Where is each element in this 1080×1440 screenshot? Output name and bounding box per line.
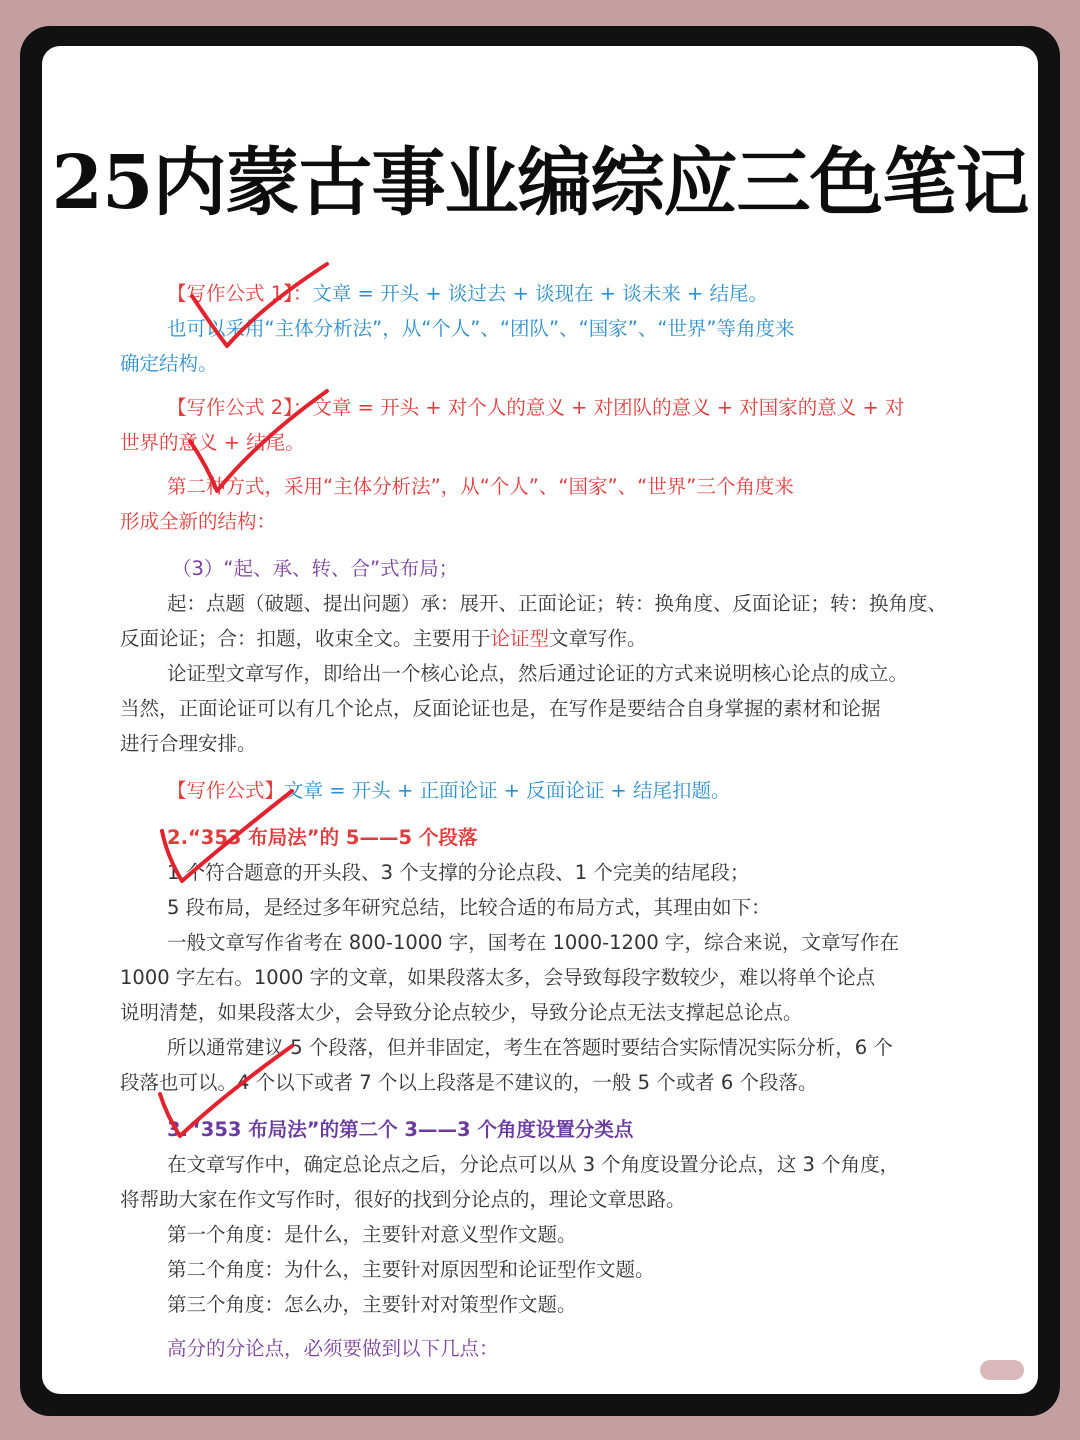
- line-text: 确定结构。: [120, 352, 218, 375]
- formula-label: 【写作公式 1】：: [167, 282, 313, 305]
- line-text: 也可以采用“主体分析法”，从“个人”、“团队”、“国家”、“世界”等角度来: [167, 317, 795, 340]
- text-line: [120, 960, 970, 995]
- note-body: [120, 276, 970, 1366]
- text-line: [120, 469, 970, 504]
- formula-text: 文章 = 开头 + 谈过去 + 谈现在 + 谈未来 + 结尾。: [312, 282, 769, 305]
- line-text: 世界的意义 + 结尾。: [120, 431, 305, 454]
- text-line: [120, 995, 970, 1030]
- text-line: [120, 890, 970, 925]
- section-heading-5-paragraphs: [120, 820, 970, 855]
- line-text: 1000 字左右。1000 字的文章，如果段落太多，会导致每段字数较少，难以将单个论点: [120, 966, 876, 989]
- highlight-text: 论证型: [490, 627, 550, 650]
- text-line: [120, 1331, 970, 1366]
- watermark-badge: [980, 1360, 1024, 1380]
- text-line: [120, 621, 970, 656]
- text-line: [120, 311, 970, 346]
- text-line: [120, 925, 970, 960]
- text-line: [120, 504, 970, 539]
- line-text: 1 个符合题意的开头段、3 个支撑的分论点段、1 个完美的结尾段；: [167, 861, 750, 884]
- formula-1-line: [120, 276, 970, 311]
- text-line: [120, 656, 970, 691]
- line-text: 第三个角度：怎么办，主要针对对策型作文题。: [167, 1293, 577, 1316]
- line-text: 3.“353 布局法”的第二个 3——3 个角度设置分类点: [167, 1118, 634, 1141]
- line-text: 第一个角度：是什么，主要针对意义型作文题。: [167, 1223, 577, 1246]
- line-text: 一般文章写作省考在 800-1000 字，国考在 1000-1200 字，综合来说，文章写作在: [167, 931, 899, 954]
- line-text: 形成全新的结构：: [120, 510, 277, 533]
- formula-2-line: [120, 390, 970, 425]
- text-line: [120, 346, 970, 381]
- line-text: 高分的分论点，必须要做到以下几点：: [167, 1337, 499, 1360]
- line-text: 所以通常建议 5 个段落，但并非固定，考生在答题时要结合实际情况实际分析，6 个: [167, 1036, 893, 1059]
- text-line: [120, 586, 970, 621]
- formula-text: 文章 = 开头 + 正面论证 + 反面论证 + 结尾扣题。: [284, 779, 731, 802]
- line-text: 第二个角度：为什么，主要针对原因型和论证型作文题。: [167, 1258, 655, 1281]
- text-line: [120, 1030, 970, 1065]
- line-text: 反面论证；合：扣题，收束全文。主要用于: [120, 627, 491, 650]
- formula-3-line: [120, 773, 970, 808]
- formula-label: 【写作公式 2】：: [167, 396, 313, 419]
- formula-label: 【写作公式】: [167, 779, 285, 802]
- line-text: （3）“起、承、转、合”式布局；: [172, 557, 459, 580]
- text-line: [120, 691, 970, 726]
- line-text: 5 段布局，是经过多年研究总结，比较合适的布局方式，其理由如下：: [167, 896, 771, 919]
- text-line: [120, 1217, 970, 1252]
- text-line: [120, 1182, 970, 1217]
- line-text: 文章写作。: [549, 627, 647, 650]
- line-text: 进行合理安排。: [120, 732, 257, 755]
- line-text: 论证型文章写作，即给出一个核心论点，然后通过论证的方式来说明核心论点的成立。: [167, 662, 909, 685]
- line-text: 第二种方式，采用“主体分析法”，从“个人”、“国家”、“世界”三个角度来: [167, 475, 794, 498]
- formula-text: 文章 = 开头 + 对个人的意义 + 对团队的意义 + 对国家的意义 + 对: [312, 396, 905, 419]
- text-line: [120, 425, 970, 460]
- text-line: [120, 726, 970, 761]
- line-text: 段落也可以。4 个以下或者 7 个以上段落是不建议的，一般 5 个或者 6 个段落。: [120, 1071, 818, 1094]
- section-heading-3-angles: [120, 1112, 970, 1147]
- line-text: 起：点题（破题、提出问题）承：展开、正面论证；转：换角度、反面论证；转：换角度、: [167, 592, 948, 615]
- section-heading-qichengzhuanhe: [120, 551, 970, 586]
- line-text: 说明清楚，如果段落太少，会导致分论点较少，导致分论点无法支撑起总论点。: [120, 1001, 803, 1024]
- text-line: [120, 855, 970, 890]
- line-text: 2.“353 布局法”的 5——5 个段落: [167, 826, 478, 849]
- line-text: 在文章写作中，确定总论点之后，分论点可以从 3 个角度设置分论点，这 3 个角度，: [167, 1153, 900, 1176]
- note-page: [42, 46, 1038, 1394]
- text-line: [120, 1287, 970, 1322]
- text-line: [120, 1252, 970, 1287]
- line-text: 将帮助大家在作文写作时，很好的找到分论点的，理论文章思路。: [120, 1188, 686, 1211]
- page-title: 25内蒙古事业编综应三色笔记: [51, 140, 1029, 226]
- text-line: [120, 1065, 970, 1100]
- line-text: 当然，正面论证可以有几个论点，反面论证也是，在写作是要结合自身掌握的素材和论据: [120, 697, 881, 720]
- text-line: [120, 1147, 970, 1182]
